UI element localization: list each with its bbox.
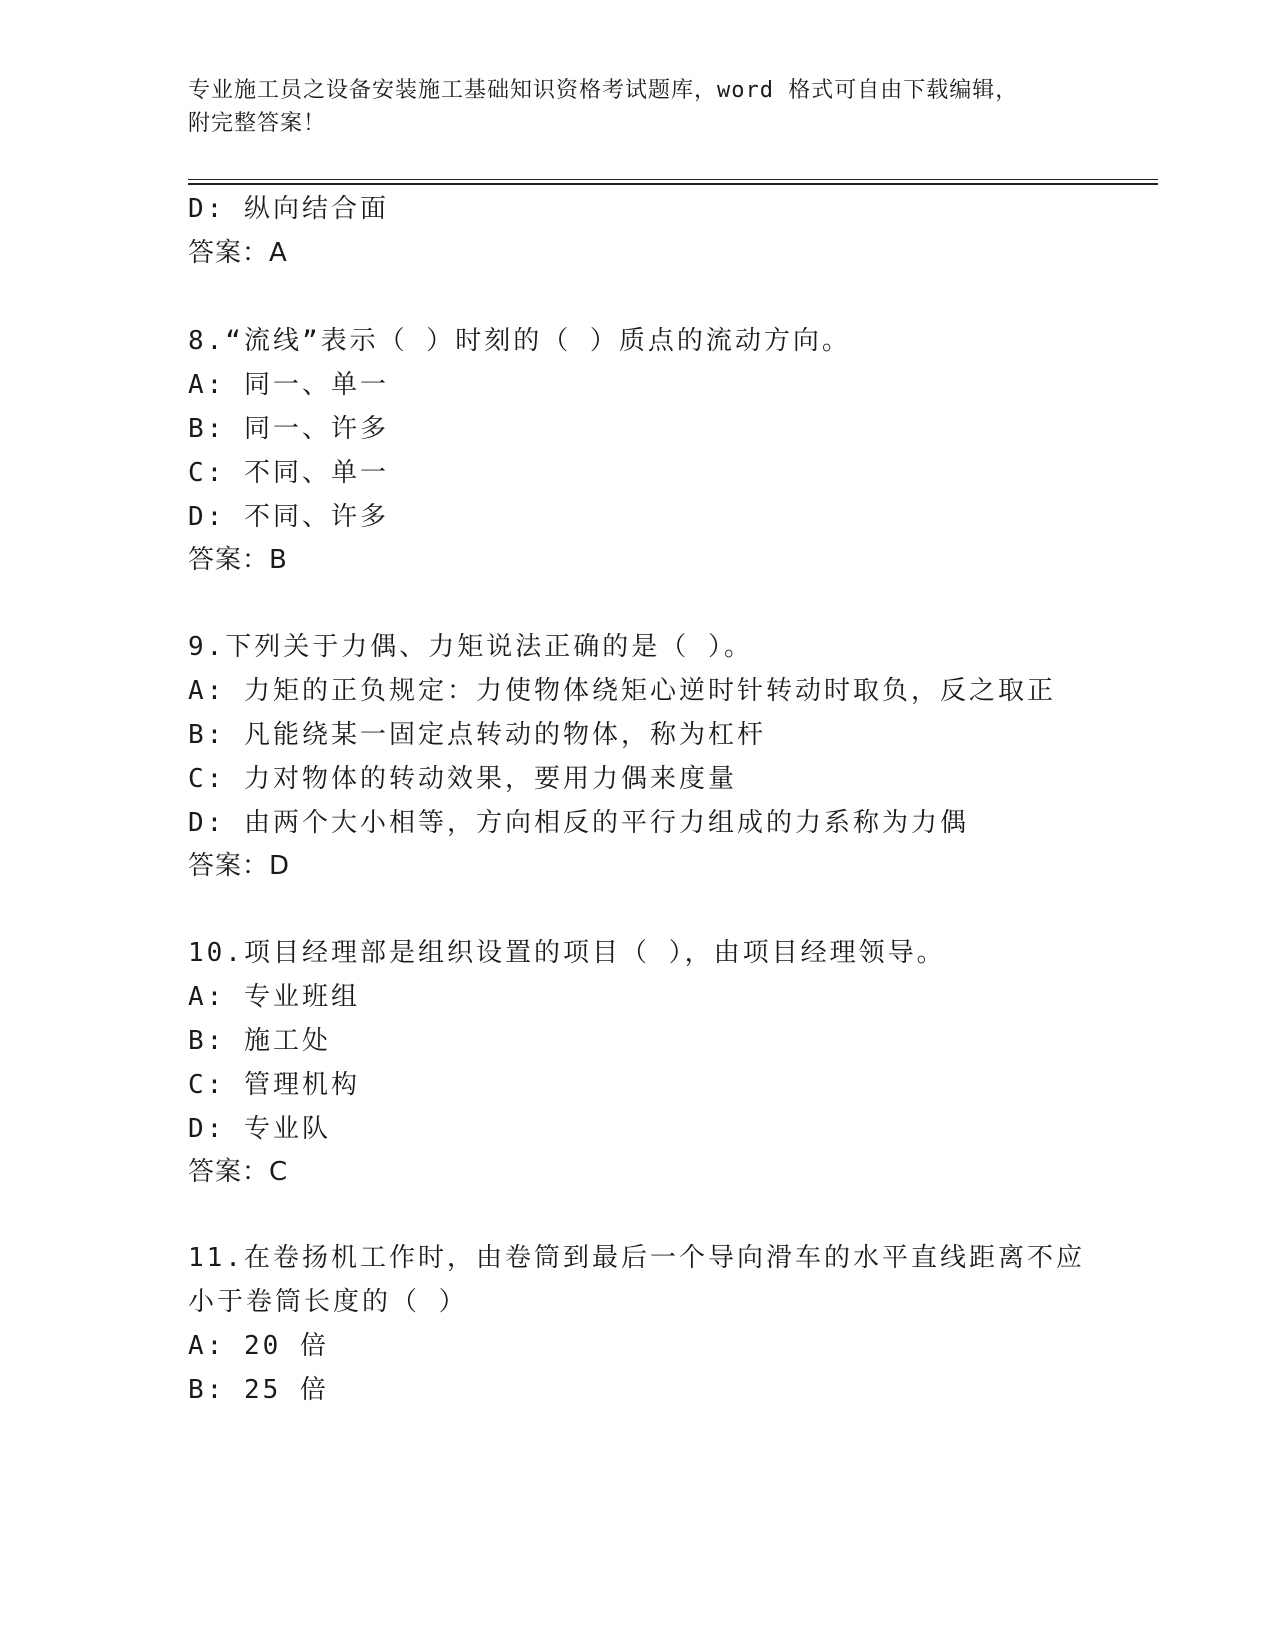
q8-option-c: C: 不同、单一 bbox=[188, 458, 389, 488]
q8-option-b: B: 同一、许多 bbox=[188, 414, 389, 444]
q7-answer: 答案：A bbox=[188, 238, 288, 268]
header-line-1: 专业施工员之设备安装施工基础知识资格考试题库，word 格式可自由下载编辑， bbox=[188, 78, 1019, 103]
header-line-2: 附完整答案！ bbox=[188, 111, 327, 136]
q9-option-c: C: 力对物体的转动效果，要用力偶来度量 bbox=[188, 764, 737, 794]
q11-option-a: A: 20 倍 bbox=[188, 1331, 329, 1361]
q10-option-b: B: 施工处 bbox=[188, 1026, 331, 1056]
q11-stem-line-2: 小于卷筒长度的（ ） bbox=[188, 1287, 468, 1317]
q9-stem: 9.下列关于力偶、力矩说法正确的是（ ）。 bbox=[188, 632, 753, 662]
q10-option-c: C: 管理机构 bbox=[188, 1070, 360, 1100]
header-rule-thin bbox=[188, 179, 1158, 180]
q11-option-b: B: 25 倍 bbox=[188, 1375, 329, 1405]
q7-option-d: D: 纵向结合面 bbox=[188, 194, 389, 224]
q10-option-a: A: 专业班组 bbox=[188, 982, 360, 1012]
q10-option-d: D: 专业队 bbox=[188, 1114, 331, 1144]
q9-option-b: B: 凡能绕某一固定点转动的物体，称为杠杆 bbox=[188, 720, 766, 750]
q8-answer: 答案：B bbox=[188, 545, 288, 575]
header-rule-thick bbox=[188, 183, 1158, 185]
q10-answer: 答案：C bbox=[188, 1157, 289, 1187]
q9-answer: 答案：D bbox=[188, 851, 291, 881]
document-header bbox=[188, 74, 1088, 140]
q8-stem: 8.“流线”表示（ ）时刻的（ ）质点的流动方向。 bbox=[188, 326, 851, 356]
q8-option-d: D: 不同、许多 bbox=[188, 502, 389, 532]
q8-option-a: A: 同一、单一 bbox=[188, 370, 389, 400]
q9-option-d: D: 由两个大小相等，方向相反的平行力组成的力系称为力偶 bbox=[188, 808, 969, 838]
q10-stem: 10.项目经理部是组织设置的项目（ ），由项目经理领导。 bbox=[188, 938, 946, 968]
q9-option-a: A: 力矩的正负规定：力使物体绕矩心逆时针转动时取负，反之取正 bbox=[188, 676, 1056, 706]
q11-stem-line-1: 11.在卷扬机工作时，由卷筒到最后一个导向滑车的水平直线距离不应 bbox=[188, 1243, 1085, 1273]
